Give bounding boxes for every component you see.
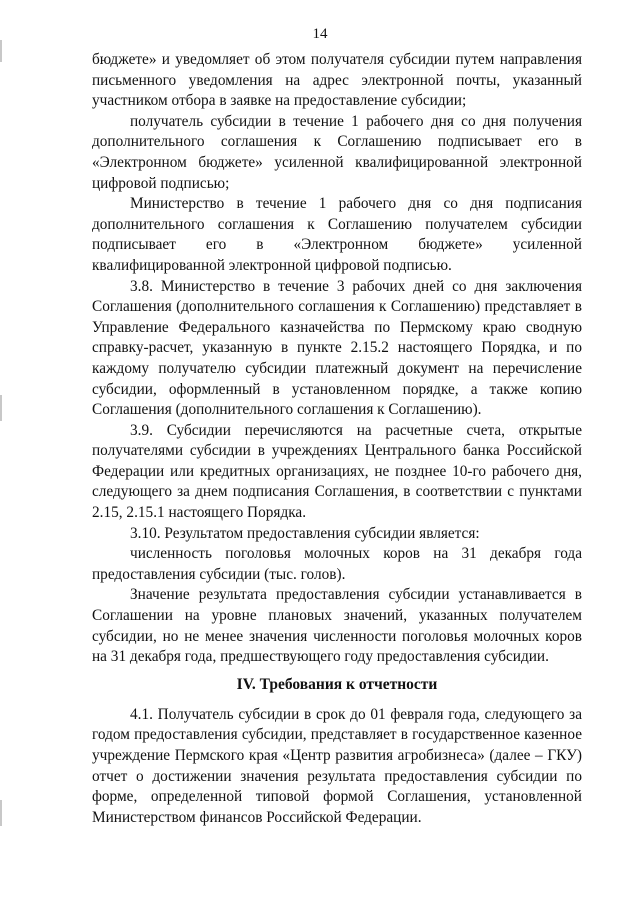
paragraph-3-9: 3.9. Субсидии перечисляются на расчетные счета, открытые получателями субсидии в учреждениях Центрального банка Российской Федерации или кредитных организациях, не позднее 10-го рабочего дня, следующего за днем подписания Соглашения, в соответствии с пунктами 2.15, 2.15.1 настоящего Порядка. bbox=[92, 421, 582, 522]
page-number: 14 bbox=[312, 26, 328, 42]
paragraph-3-8: 3.8. Министерство в течение 3 рабочих дней со дня заключения Соглашения (дополнительного соглашения к Соглашению) представляет в Управление Федерального казначейства по Пермскому краю сводную справку-расчет, указанную в пункте 2.15.2 настоящего Порядка, и по каждому получателю субсидии платежный документ на перечисление субсидии, оформленный в установленном порядке, а также копию Соглашения (дополнительного соглашения к Соглашению). bbox=[92, 277, 582, 419]
scan-edge-mark bbox=[0, 395, 2, 421]
paragraph: Министерство в течение 1 рабочего дня со дня подписания дополнительного соглашения к Соглашению получателем субсидии подписывает его в «Электронном бюджете» усиленной квалифицированной электронной цифровой подписью. bbox=[92, 195, 582, 274]
paragraph: получатель субсидии в течение 1 рабочего дня со дня получения дополнительного соглашения к Соглашению подписывает его в «Электронном бюджете» усиленной квалифицированной электронной цифровой подписью; bbox=[92, 112, 582, 192]
paragraph-4-1: 4.1. Получатель субсидии в срок до 01 февраля года, следующего за годом предоставления субсидии, представляет в государственное казенное учреждение Пермского края «Центр развития агробизнеса» (далее – ГКУ) отчет о достижении значения результата предоставления субсидии по форме, определенной типовой формой Соглашения, установленной Министерством финансов Российской Федерации. bbox=[92, 705, 582, 826]
document-body bbox=[92, 50, 582, 828]
section-heading: IV. Требования к отчетности bbox=[236, 675, 438, 693]
paragraph-3-10: 3.10. Результатом предоставления субсидии является: bbox=[130, 524, 480, 542]
scan-edge-mark bbox=[0, 40, 2, 62]
scan-edge-mark bbox=[0, 800, 2, 826]
paragraph: численность поголовья молочных коров на 31 декабря года предоставления субсидии (тыс. голов). bbox=[92, 545, 582, 583]
paragraph: Значение результата предоставления субсидии устанавливается в Соглашении на уровне плановых значений, указанных получателем субсидии, но не менее значения численности поголовья молочных коров на 31 декабря года, предшествующего году предоставления субсидии. bbox=[92, 586, 582, 666]
paragraph: бюджете» и уведомляет об этом получателя субсидии путем направления письменного уведомления на адрес электронной почты, указанный участником отбора в заявке на предоставление субсидии; bbox=[92, 51, 582, 110]
